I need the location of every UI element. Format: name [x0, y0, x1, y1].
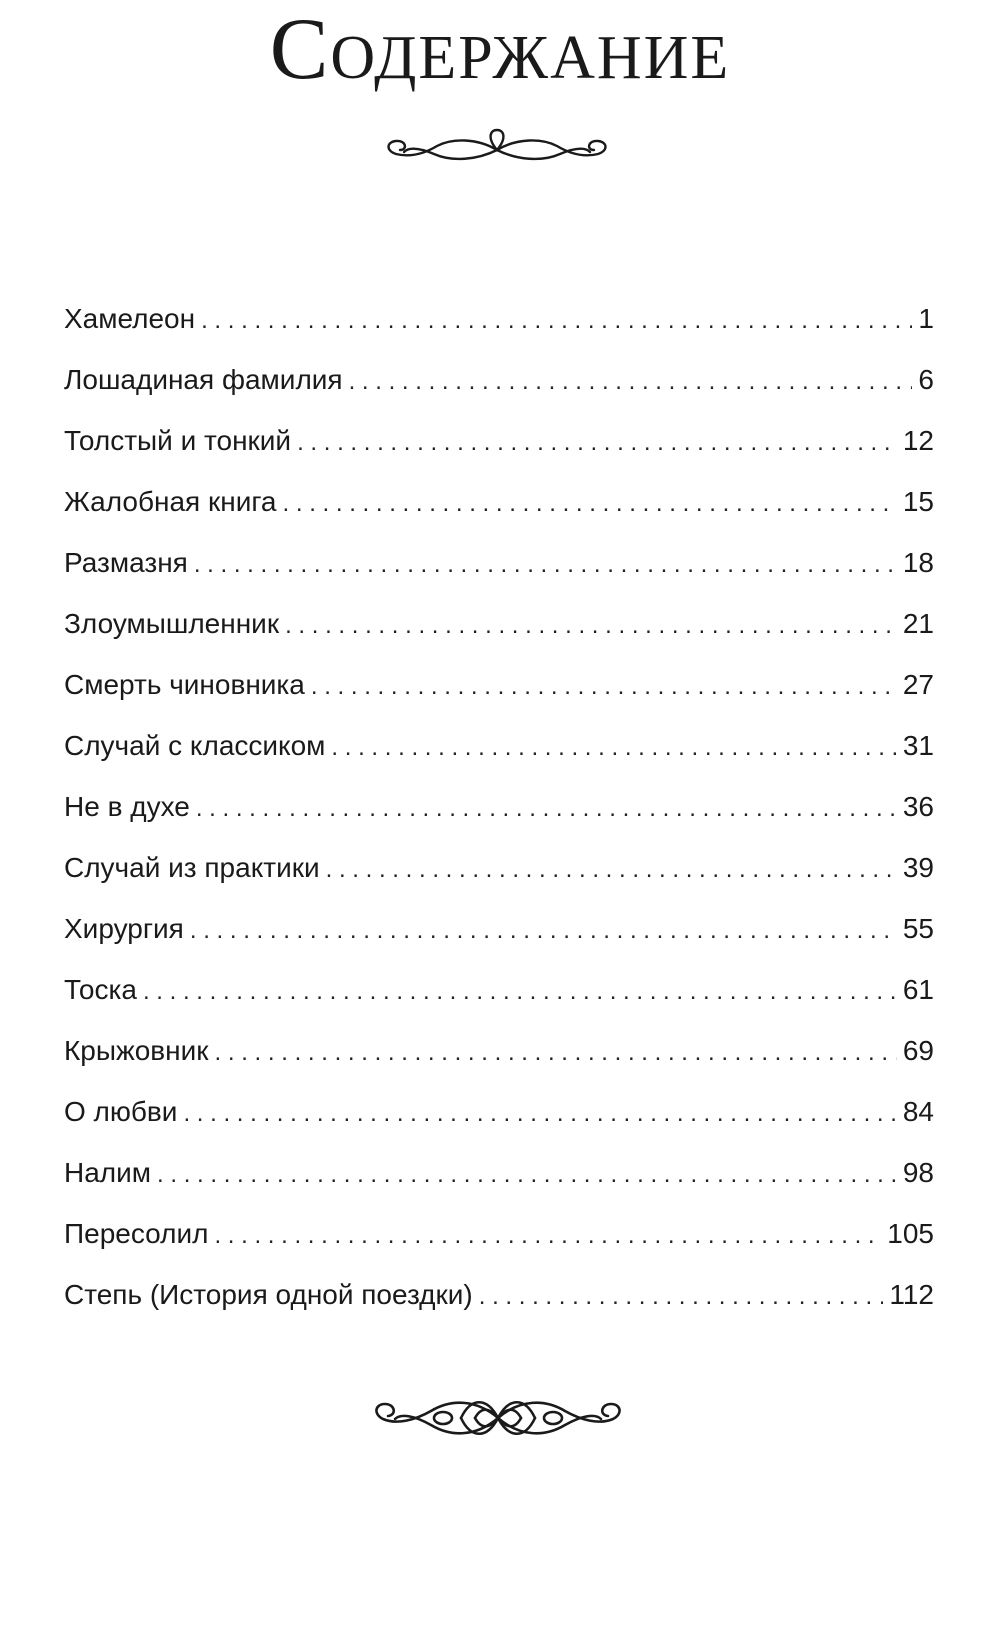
toc-entry-title: Лошадиная фамилия [64, 364, 343, 395]
flourish-knot-divider-icon [371, 1385, 625, 1451]
toc-entry-title: Хамелеон [64, 303, 196, 334]
dot-leader [196, 778, 897, 839]
toc-entry[interactable] [64, 715, 934, 776]
dot-leader [157, 1144, 897, 1205]
toc-entry[interactable] [64, 837, 934, 898]
dot-leader [479, 1266, 884, 1327]
toc-entry-title: Тоска [64, 974, 137, 1005]
dot-leader [297, 412, 897, 473]
toc-entry[interactable] [64, 1203, 934, 1264]
toc-entry-page: 12 [902, 425, 934, 456]
dot-leader [194, 534, 897, 595]
toc-entry-title: Пересолил [64, 1218, 209, 1249]
toc-entry[interactable] [64, 1020, 934, 1081]
dot-leader [201, 290, 912, 351]
toc-entry-page: 18 [902, 547, 934, 578]
dot-leader [326, 839, 897, 900]
toc-entry-title: Степь (История одной поездки) [64, 1279, 473, 1310]
toc-entry[interactable] [64, 776, 934, 837]
toc-entry-title: Злоумышленник [64, 608, 280, 639]
toc-entry-page: 36 [902, 791, 934, 822]
dot-leader [285, 595, 897, 656]
toc-entry-page: 39 [902, 852, 934, 883]
toc-entry-page: 1 [918, 303, 934, 334]
toc-entry-page: 15 [902, 486, 934, 517]
toc-entry[interactable] [64, 1264, 934, 1325]
toc-entry-page: 84 [902, 1096, 934, 1127]
dot-leader [349, 351, 913, 412]
toc-entry-title: Случай с классиком [64, 730, 326, 761]
flourish-divider-icon [382, 128, 612, 172]
toc-entry[interactable] [64, 1081, 934, 1142]
toc-entry-title: Хирургия [64, 913, 184, 944]
dot-leader [311, 656, 897, 717]
toc-entry-page: 112 [889, 1279, 934, 1310]
toc-entry[interactable] [64, 1142, 934, 1203]
toc-entry-page: 27 [902, 669, 934, 700]
toc-entry[interactable] [64, 593, 934, 654]
toc-entry[interactable] [64, 898, 934, 959]
toc-entry[interactable] [64, 959, 934, 1020]
toc-entry[interactable] [64, 349, 934, 410]
toc-entry-title: Крыжовник [64, 1035, 209, 1066]
toc-entry-title: Не в духе [64, 791, 190, 822]
toc-entry-title: Смерть чиновника [64, 669, 305, 700]
dot-leader [215, 1022, 897, 1083]
toc-entry-title: Толстый и тонкий [64, 425, 292, 456]
toc-entry-page: 69 [902, 1035, 934, 1066]
dot-leader [331, 717, 896, 778]
dot-leader [190, 900, 897, 961]
toc-entry[interactable] [64, 288, 934, 349]
toc-entry-page: 55 [902, 913, 934, 944]
toc-entry-page: 105 [887, 1218, 934, 1249]
dot-leader [214, 1205, 881, 1266]
page-title: Содержание [269, 1, 731, 98]
toc-entry-title: Случай из практики [64, 852, 320, 883]
toc-entry-page: 6 [918, 364, 934, 395]
dot-leader [183, 1083, 896, 1144]
toc-entry-title: Размазня [64, 547, 188, 578]
toc-entry[interactable] [64, 410, 934, 471]
toc-entry-page: 21 [902, 608, 934, 639]
toc-entry[interactable] [64, 532, 934, 593]
dot-leader [283, 473, 897, 534]
toc-entry-page: 61 [902, 974, 934, 1005]
dot-leader [143, 961, 897, 1022]
toc-entry-page: 98 [902, 1157, 934, 1188]
toc-entry-title: Жалобная книга [64, 486, 277, 517]
toc-entry[interactable] [64, 471, 934, 532]
toc-entry-page: 31 [902, 730, 934, 761]
toc-entry-title: Налим [64, 1157, 152, 1188]
table-of-contents [64, 288, 934, 1325]
toc-entry[interactable] [64, 654, 934, 715]
toc-entry-title: О любви [64, 1096, 178, 1127]
